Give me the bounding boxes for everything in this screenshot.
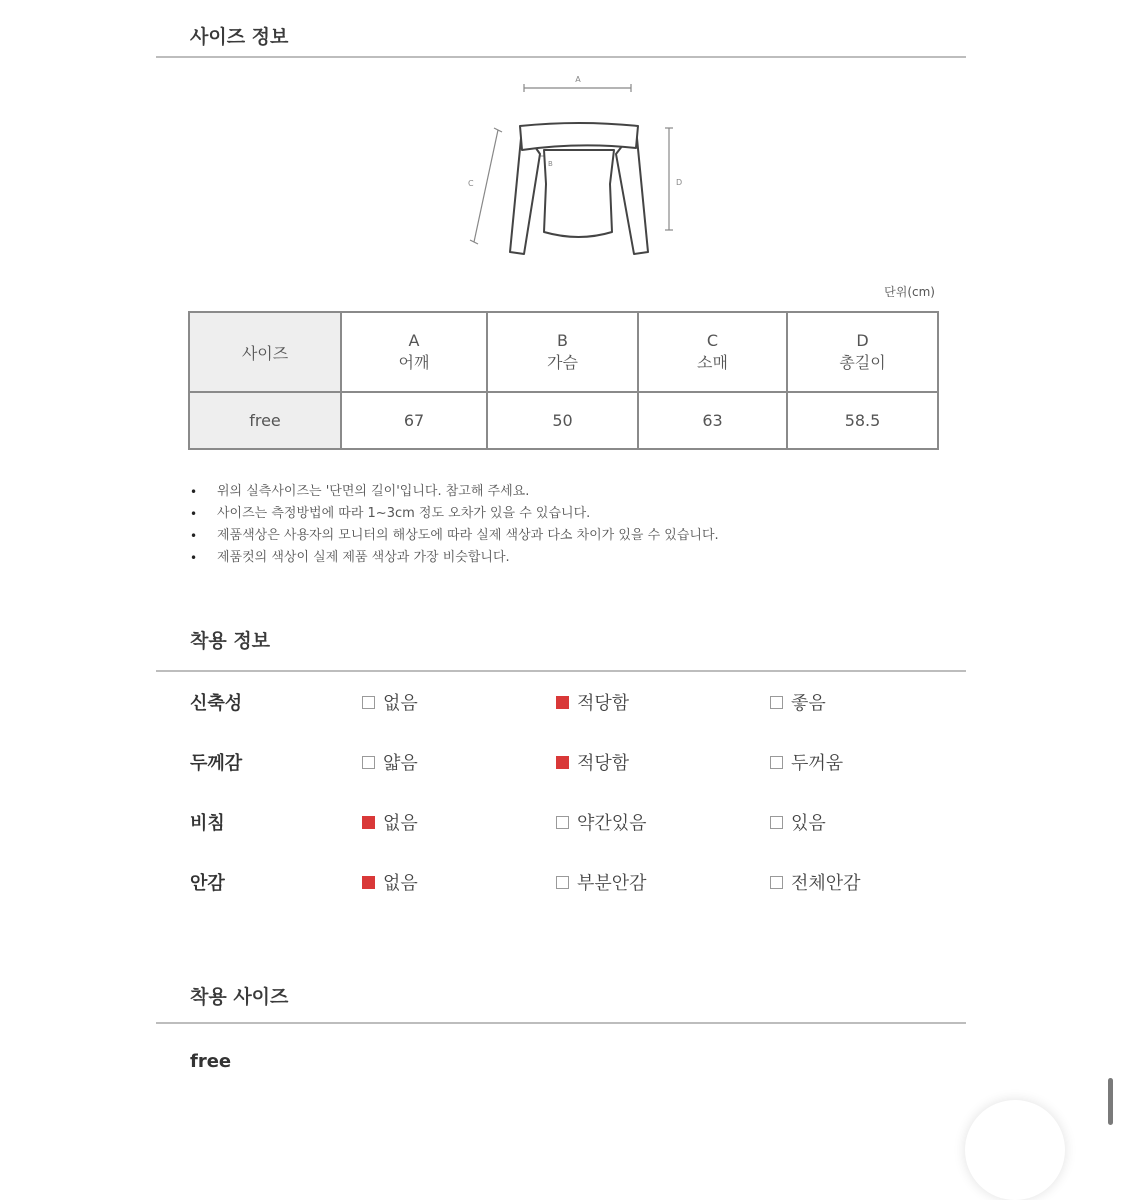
- checkbox-checked-icon: [556, 696, 569, 709]
- fit-label: 안감: [190, 873, 225, 894]
- note-item: • 사이즈는 측정방법에 따라 1~3cm 정도 오차가 있을 수 있습니다.: [190, 503, 719, 525]
- diagram-label-a: A: [575, 75, 581, 84]
- size-table-header-row: [189, 312, 938, 392]
- size-table: [188, 311, 939, 450]
- fit-row-thickness: [0, 747, 1125, 777]
- fit-option-text: 약간있음: [577, 813, 647, 834]
- fit-option-text: 두꺼움: [791, 753, 844, 774]
- garment-diagram: [440, 70, 720, 270]
- fit-option: [362, 869, 418, 895]
- diagram-label-d: D: [676, 178, 683, 187]
- fit-label: 신축성: [190, 693, 243, 714]
- fit-option: [556, 809, 647, 835]
- column-letter: C: [706, 331, 719, 350]
- fit-option: [556, 869, 647, 895]
- column-header-b: [487, 312, 638, 392]
- column-name: 소매: [697, 353, 728, 372]
- column-letter: A: [408, 331, 420, 350]
- section-divider: [156, 1022, 966, 1024]
- checkbox-checked-icon: [556, 756, 569, 769]
- fit-option-text: 좋음: [791, 693, 826, 714]
- floating-button[interactable]: [965, 1100, 1065, 1200]
- section-divider: [156, 56, 966, 58]
- note-item: • 제품색상은 사용자의 모니터의 해상도에 따라 실제 색상과 다소 차이가 있을 수 있습니다.: [190, 525, 719, 547]
- checkbox-icon: [770, 876, 783, 889]
- note-item: • 제품컷의 색상이 실제 제품 색상과 가장 비슷합니다.: [190, 547, 719, 569]
- column-letter: D: [856, 331, 869, 350]
- fit-row-sheerness: [0, 807, 1125, 837]
- checkbox-icon: [770, 756, 783, 769]
- checkbox-icon: [362, 696, 375, 709]
- column-name: 총길이: [839, 353, 886, 372]
- fit-option-text: 없음: [383, 873, 418, 894]
- checkbox-icon: [362, 756, 375, 769]
- value-cell-b: 50: [487, 392, 638, 449]
- note-item: • 위의 실측사이즈는 '단면의 길이'입니다. 참고해 주세요.: [190, 481, 719, 503]
- diagram-label-b: B: [548, 160, 553, 168]
- fit-option: [770, 869, 861, 895]
- fit-info-title: 착용 정보: [190, 630, 271, 652]
- value-cell-a: 67: [341, 392, 487, 449]
- checkbox-checked-icon: [362, 816, 375, 829]
- fit-option: [362, 749, 418, 775]
- fit-label: 비침: [190, 813, 225, 834]
- wear-size-title: 착용 사이즈: [190, 986, 289, 1008]
- column-name: 가슴: [547, 353, 578, 372]
- checkbox-checked-icon: [362, 876, 375, 889]
- fit-option-text: 없음: [383, 693, 418, 714]
- column-name: 어깨: [398, 353, 430, 372]
- fit-option-text: 적당함: [577, 693, 630, 714]
- fit-option: [362, 689, 418, 715]
- diagram-label-c: C: [468, 179, 474, 188]
- fit-option: [362, 809, 418, 835]
- fit-option-text: 있음: [791, 813, 826, 834]
- fit-option-text: 얇음: [383, 753, 418, 774]
- fit-option: [556, 689, 629, 715]
- unit-label: 단위(cm): [884, 285, 935, 299]
- size-header-cell: 사이즈: [189, 312, 341, 392]
- fit-label: 두께감: [190, 753, 243, 774]
- fit-option: [770, 809, 826, 835]
- value-cell-c: 63: [638, 392, 787, 449]
- section-divider: [156, 670, 966, 672]
- fit-option-text: 전체안감: [791, 873, 861, 894]
- checkbox-icon: [770, 696, 783, 709]
- fit-option: [770, 689, 826, 715]
- checkbox-icon: [556, 816, 569, 829]
- value-cell-d: 58.5: [787, 392, 938, 449]
- fit-option-text: 부분안감: [577, 873, 647, 894]
- fit-option: [770, 749, 843, 775]
- column-header-a: [341, 312, 487, 392]
- size-notes-list: [190, 481, 719, 569]
- wear-size-value: free: [190, 1051, 232, 1072]
- checkbox-icon: [556, 876, 569, 889]
- scrollbar-thumb[interactable]: [1108, 1078, 1113, 1125]
- column-letter: B: [557, 331, 568, 350]
- fit-row-stretch: [0, 687, 1125, 717]
- fit-option-text: 적당함: [577, 753, 630, 774]
- table-row: [189, 392, 938, 449]
- fit-option-text: 없음: [383, 813, 418, 834]
- column-header-d: [787, 312, 938, 392]
- checkbox-icon: [770, 816, 783, 829]
- column-header-c: [638, 312, 787, 392]
- fit-option: [556, 749, 629, 775]
- fit-row-lining: [0, 867, 1125, 897]
- size-name-cell: free: [189, 392, 341, 449]
- size-info-title: 사이즈 정보: [190, 26, 289, 48]
